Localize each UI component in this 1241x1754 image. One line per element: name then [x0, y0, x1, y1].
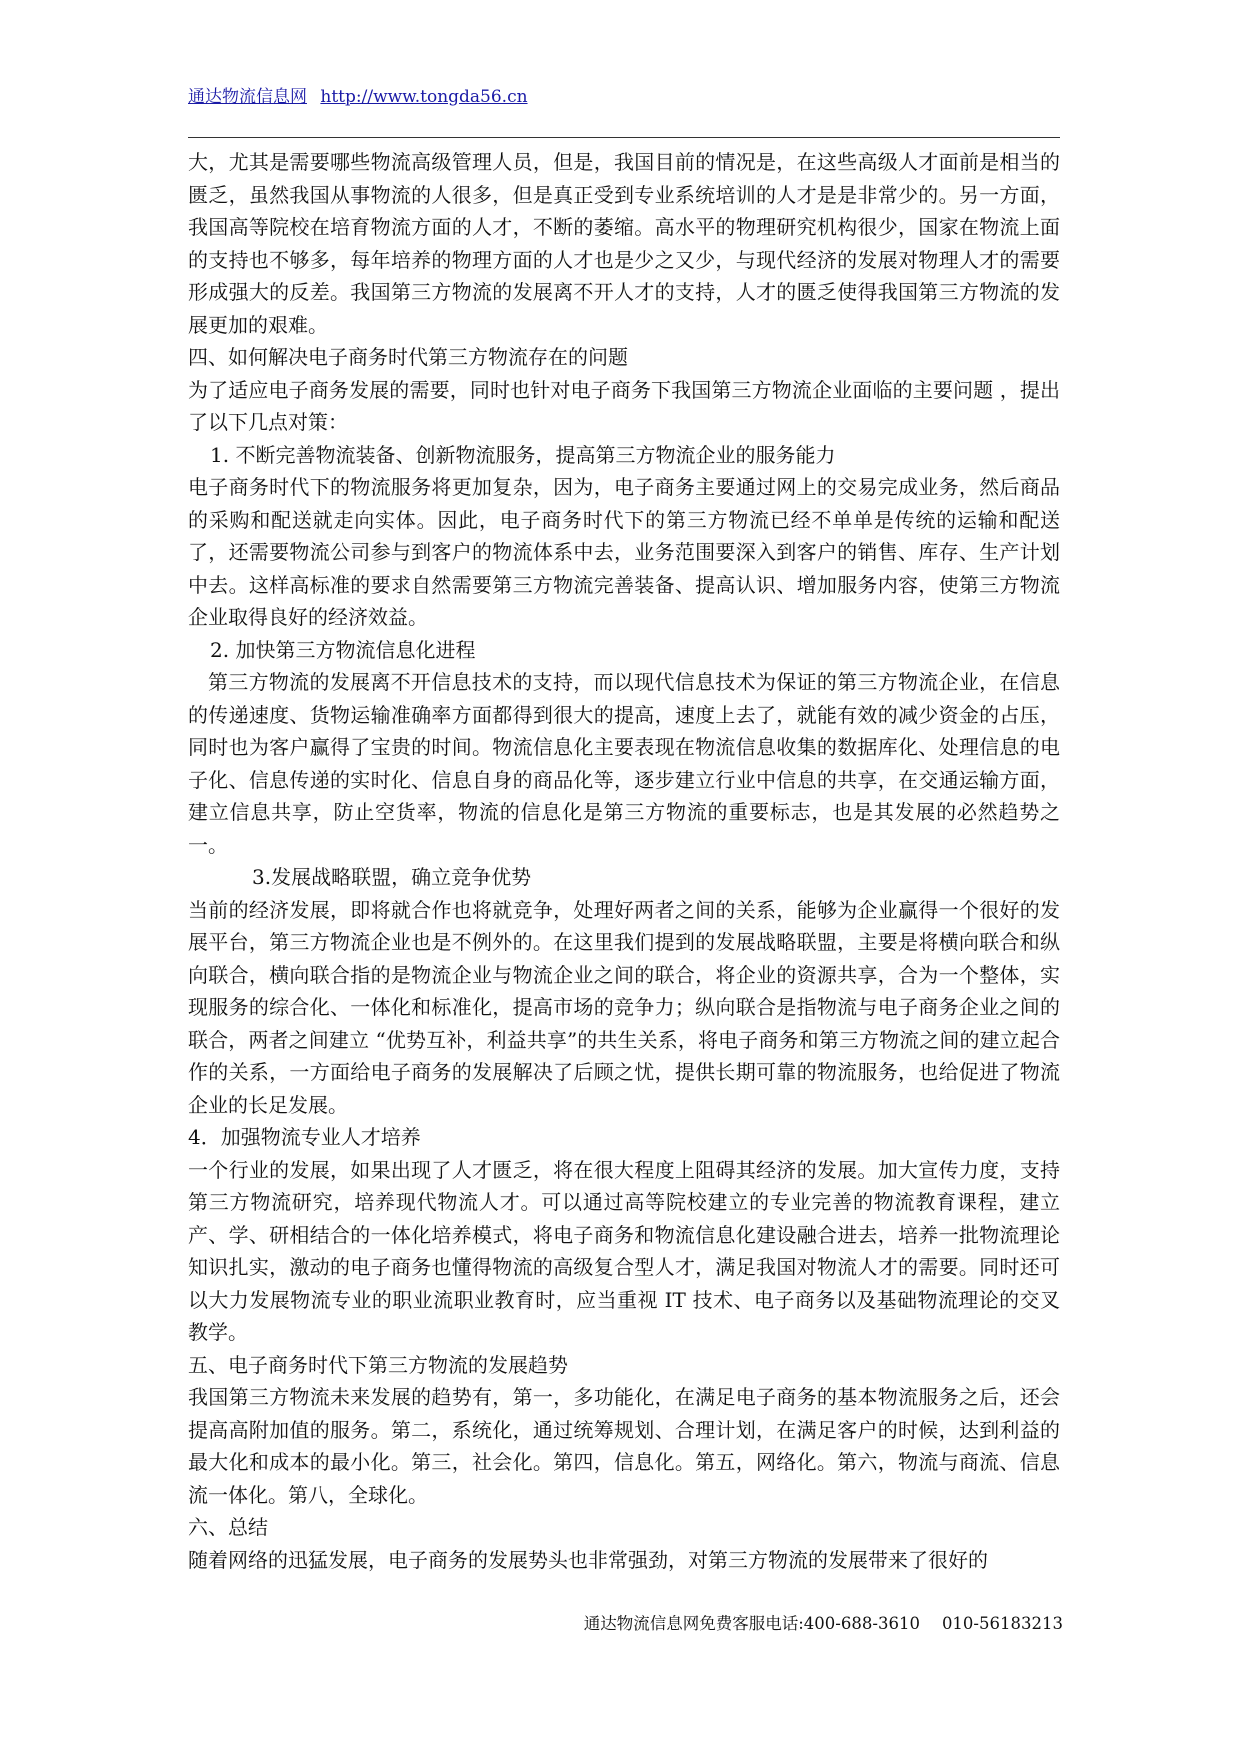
page-footer: [584, 1613, 1063, 1635]
subsection-heading: 4．加强物流专业人才培养: [188, 1125, 421, 1149]
paragraph: 随着网络的迅猛发展，电子商务的发展势头也非常强劲，对第三方物流的发展带来了很好的: [188, 1547, 988, 1572]
document-body: [188, 146, 1060, 1576]
subsection-heading: 3.发展战略联盟，确立竞争优势: [252, 865, 532, 889]
header-divider: [188, 137, 1060, 138]
paragraph: 大，尤其是需要哪些物流高级管理人员，但是，我国目前的情况是，在这些高级人才面前是相当的匮乏，虽然我国从事物流的人很多，但是真正受到专业系统培训的人才是是非常少的。另一方面，我国高等院校在培育物流方面的人才，不断的萎缩。高水平的物理研究机构很少，国家在物流上面的支持也不够多，每年培养的物理方面的人才也是少之又少，与现代经济的发展对物理人才的需要形成强大的反差。我国第三方物流的发展离不开人才的支持，人才的匮乏使得我国第三方物流的发展更加的艰难。: [188, 150, 1060, 337]
site-url-link[interactable]: http://www.tongda56.cn: [320, 87, 528, 107]
paragraph: 电子商务时代下的物流服务将更加复杂，因为，电子商务主要通过网上的交易完成业务，然后商品的采购和配送就走向实体。因此，电子商务时代下的第三方物流已经不单单是传统的运输和配送了，还需要物流公司参与到客户的物流体系中去，业务范围要深入到客户的销售、库存、生产计划中去。这样高标准的要求自然需要第三方物流完善装备、提高认识、增加服务内容，使第三方物流企业取得良好的经济效益。: [188, 475, 1060, 629]
footer-phone: 010-56183213: [941, 1614, 1063, 1633]
paragraph: 第三方物流的发展离不开信息技术的支持，而以现代信息技术为保证的第三方物流企业，在信息的传递速度、货物运输准确率方面都得到很大的提高，速度上去了，就能有效的减少资金的占压，同时也为客户赢得了宝贵的时间。物流信息化主要表现在物流信息收集的数据库化、处理信息的电子化、信息传递的实时化、信息自身的商品化等，逐步建立行业中信息的共享，在交通运输方面，建立信息共享，防止空货率，物流的信息化是第三方物流的重要标志，也是其发展的必然趋势之一。: [188, 670, 1060, 857]
subsection-heading: 2. 加快第三方物流信息化进程: [210, 637, 476, 662]
site-name-link[interactable]: 通达物流信息网: [188, 87, 307, 107]
section-heading: 四、如何解决电子商务时代第三方物流存在的问题: [188, 345, 628, 369]
paragraph: 为了适应电子商务发展的需要，同时也针对电子商务下我国第三方物流企业面临的主要问题 ，提出了以下几点对策：: [188, 377, 1060, 434]
footer-hotline: 通达物流信息网免费客服电话:400-688-3610: [583, 1614, 920, 1633]
section-heading: 五、电子商务时代下第三方物流的发展趋势: [188, 1352, 568, 1377]
subsection-heading: 1. 不断完善物流装备、创新物流服务，提高第三方物流企业的服务能力: [210, 442, 836, 467]
paragraph: 当前的经济发展，即将就合作也将就竞争，处理好两者之间的关系，能够为企业赢得一个很好的发展平台，第三方物流企业也是不例外的。在这里我们提到的发展战略联盟，主要是将横向联合和纵向联合，横向联合指的是物流企业与物流企业之间的联合，将企业的资源共享，合为一个整体，实现服务的综合化、一体化和标准化，提高市场的竞争力；纵向联合是指物流与电子商务企业之间的联合，两者之间建立 “优势互补，利益共享”的共生关系，将电子商务和第三方物流之间的建立起合作的关系，一方面给电子商务的发展解决了后顾之忧，提供长期可靠的物流服务，也给促进了物流企业的长足发展。: [188, 897, 1060, 1117]
section-heading: 六、总结: [188, 1515, 268, 1539]
paragraph: 我国第三方物流未来发展的趋势有，第一，多功能化，在满足电子商务的基本物流服务之后，还会提高高附加值的服务。第二，系统化，通过统筹规划、合理计划，在满足客户的时候，达到利益的最大化和成本的最小化。第三，社会化。第四，信息化。第五，网络化。第六，物流与商流、信息流一体化。第八，全球化。: [188, 1385, 1060, 1507]
paragraph: 一个行业的发展，如果出现了人才匮乏，将在很大程度上阻碍其经济的发展。加大宣传力度，支持第三方物流研究，培养现代物流人才。可以通过高等院校建立的专业完善的物流教育课程，建立产、学、研相结合的一体化培养模式，将电子商务和物流信息化建设融合进去，培养一批物流理论知识扎实，激动的电子商务也懂得物流的高级复合型人才，满足我国对物流人才的需要。同时还可以大力发展物流专业的职业流职业教育时，应当重视 IT 技术、电子商务以及基础物流理论的交叉教学。: [188, 1157, 1060, 1344]
page-header: [188, 86, 1060, 108]
